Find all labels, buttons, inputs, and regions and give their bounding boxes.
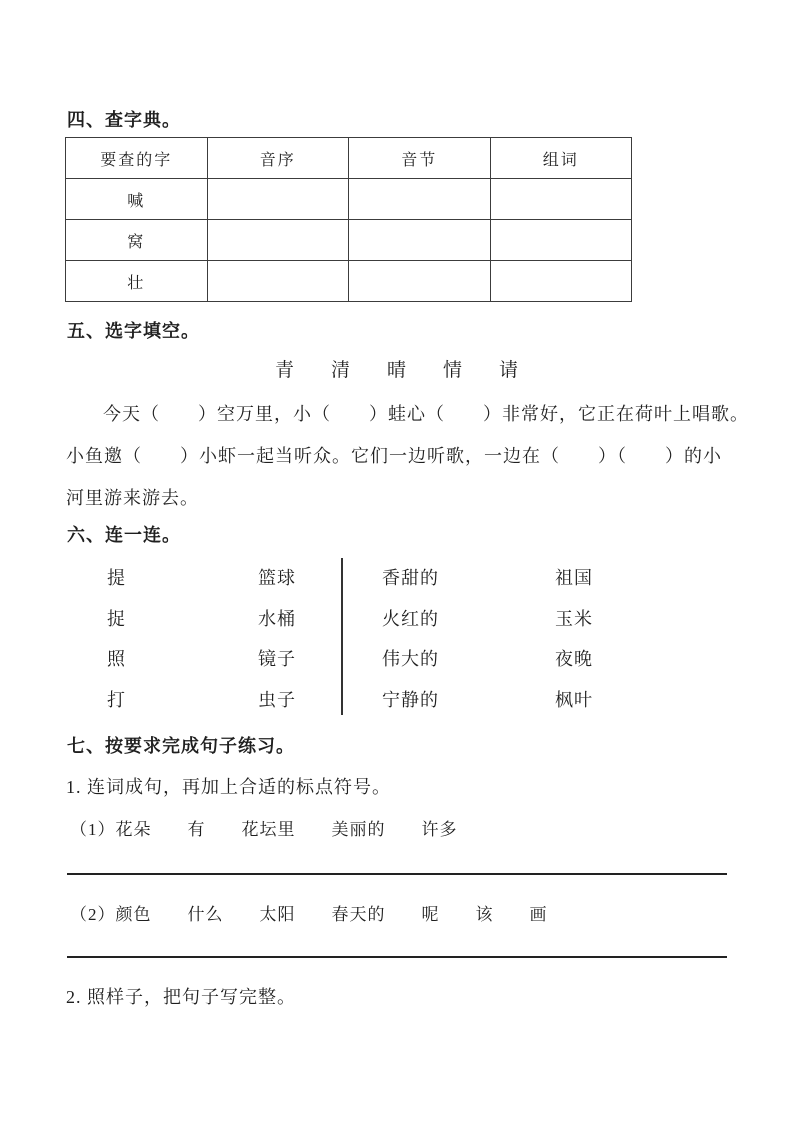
task2-instruction: 2. 照样子，把句子写完整。	[66, 987, 296, 1007]
match-item: 捉	[107, 608, 126, 629]
option-character: 清	[330, 360, 350, 381]
char-cell: 喊	[66, 179, 208, 220]
match-item: 镜子	[258, 649, 296, 669]
fill-blank-paragraph-line: 河里游来游去。	[66, 488, 199, 508]
empty-answer-cell	[490, 179, 632, 220]
header-cell-zuci: 组词	[490, 138, 632, 179]
word-order-item-1: （1）花朵 有 花坛里 美丽的 许多	[70, 820, 458, 839]
match-item: 水桶	[258, 608, 296, 629]
match-item: 火红的	[382, 608, 439, 629]
dictionary-lookup-table	[65, 137, 632, 302]
match-item: 宁静的	[382, 689, 439, 710]
table-row	[66, 220, 632, 261]
match-item: 提	[107, 568, 126, 588]
table-row	[66, 179, 632, 220]
fill-blank-paragraph-line: 今天（ ）空万里，小（ ）蛙心（ ）非常好，它正在荷叶上唱歌。	[103, 404, 749, 424]
option-character: 晴	[386, 360, 406, 381]
match-item: 虫子	[258, 689, 296, 710]
fill-blank-paragraph-line: 小鱼邀（ ）小虾一起当听众。它们一边听歌，一边在（ ）（ ）的小	[66, 446, 722, 466]
character-options-row	[65, 355, 728, 382]
answer-blank-line	[67, 873, 727, 875]
word-order-item-2: （2）颜色 什么 太阳 春天的 呢 该 画	[70, 905, 548, 924]
option-character: 情	[443, 360, 463, 381]
empty-answer-cell	[207, 179, 349, 220]
empty-answer-cell	[207, 220, 349, 261]
char-cell: 窝	[66, 220, 208, 261]
empty-answer-cell	[349, 261, 491, 302]
match-item: 枫叶	[555, 689, 593, 710]
match-column-verbs	[107, 564, 126, 726]
empty-answer-cell	[207, 261, 349, 302]
match-column-objects	[258, 564, 296, 726]
match-item: 香甜的	[382, 568, 439, 588]
section5-heading: 五、选字填空。	[67, 321, 200, 341]
header-cell-yinxu: 音序	[207, 138, 349, 179]
match-item: 打	[107, 689, 126, 710]
match-column-adjectives	[382, 564, 439, 726]
match-item: 夜晚	[555, 649, 593, 669]
match-item: 篮球	[258, 568, 296, 588]
empty-answer-cell	[490, 261, 632, 302]
section6-heading: 六、连一连。	[67, 525, 181, 545]
match-column-nouns	[555, 564, 593, 726]
header-cell-yinjie: 音节	[349, 138, 491, 179]
table-row	[66, 261, 632, 302]
answer-blank-line	[67, 956, 727, 958]
section7-heading: 七、按要求完成句子练习。	[67, 736, 295, 756]
empty-answer-cell	[490, 220, 632, 261]
table-header-row	[66, 138, 632, 179]
task1-instruction: 1. 连词成句，再加上合适的标点符号。	[66, 777, 391, 797]
section4-heading: 四、查字典。	[67, 110, 181, 130]
match-item: 照	[107, 649, 126, 669]
vertical-divider	[341, 558, 343, 715]
option-character: 请	[499, 360, 519, 381]
match-item: 祖国	[555, 568, 593, 588]
option-character: 青	[274, 360, 294, 381]
header-cell-character: 要查的字	[66, 138, 208, 179]
empty-answer-cell	[349, 179, 491, 220]
empty-answer-cell	[349, 220, 491, 261]
char-cell: 壮	[66, 261, 208, 302]
match-item: 伟大的	[382, 649, 439, 669]
match-item: 玉米	[555, 608, 593, 629]
